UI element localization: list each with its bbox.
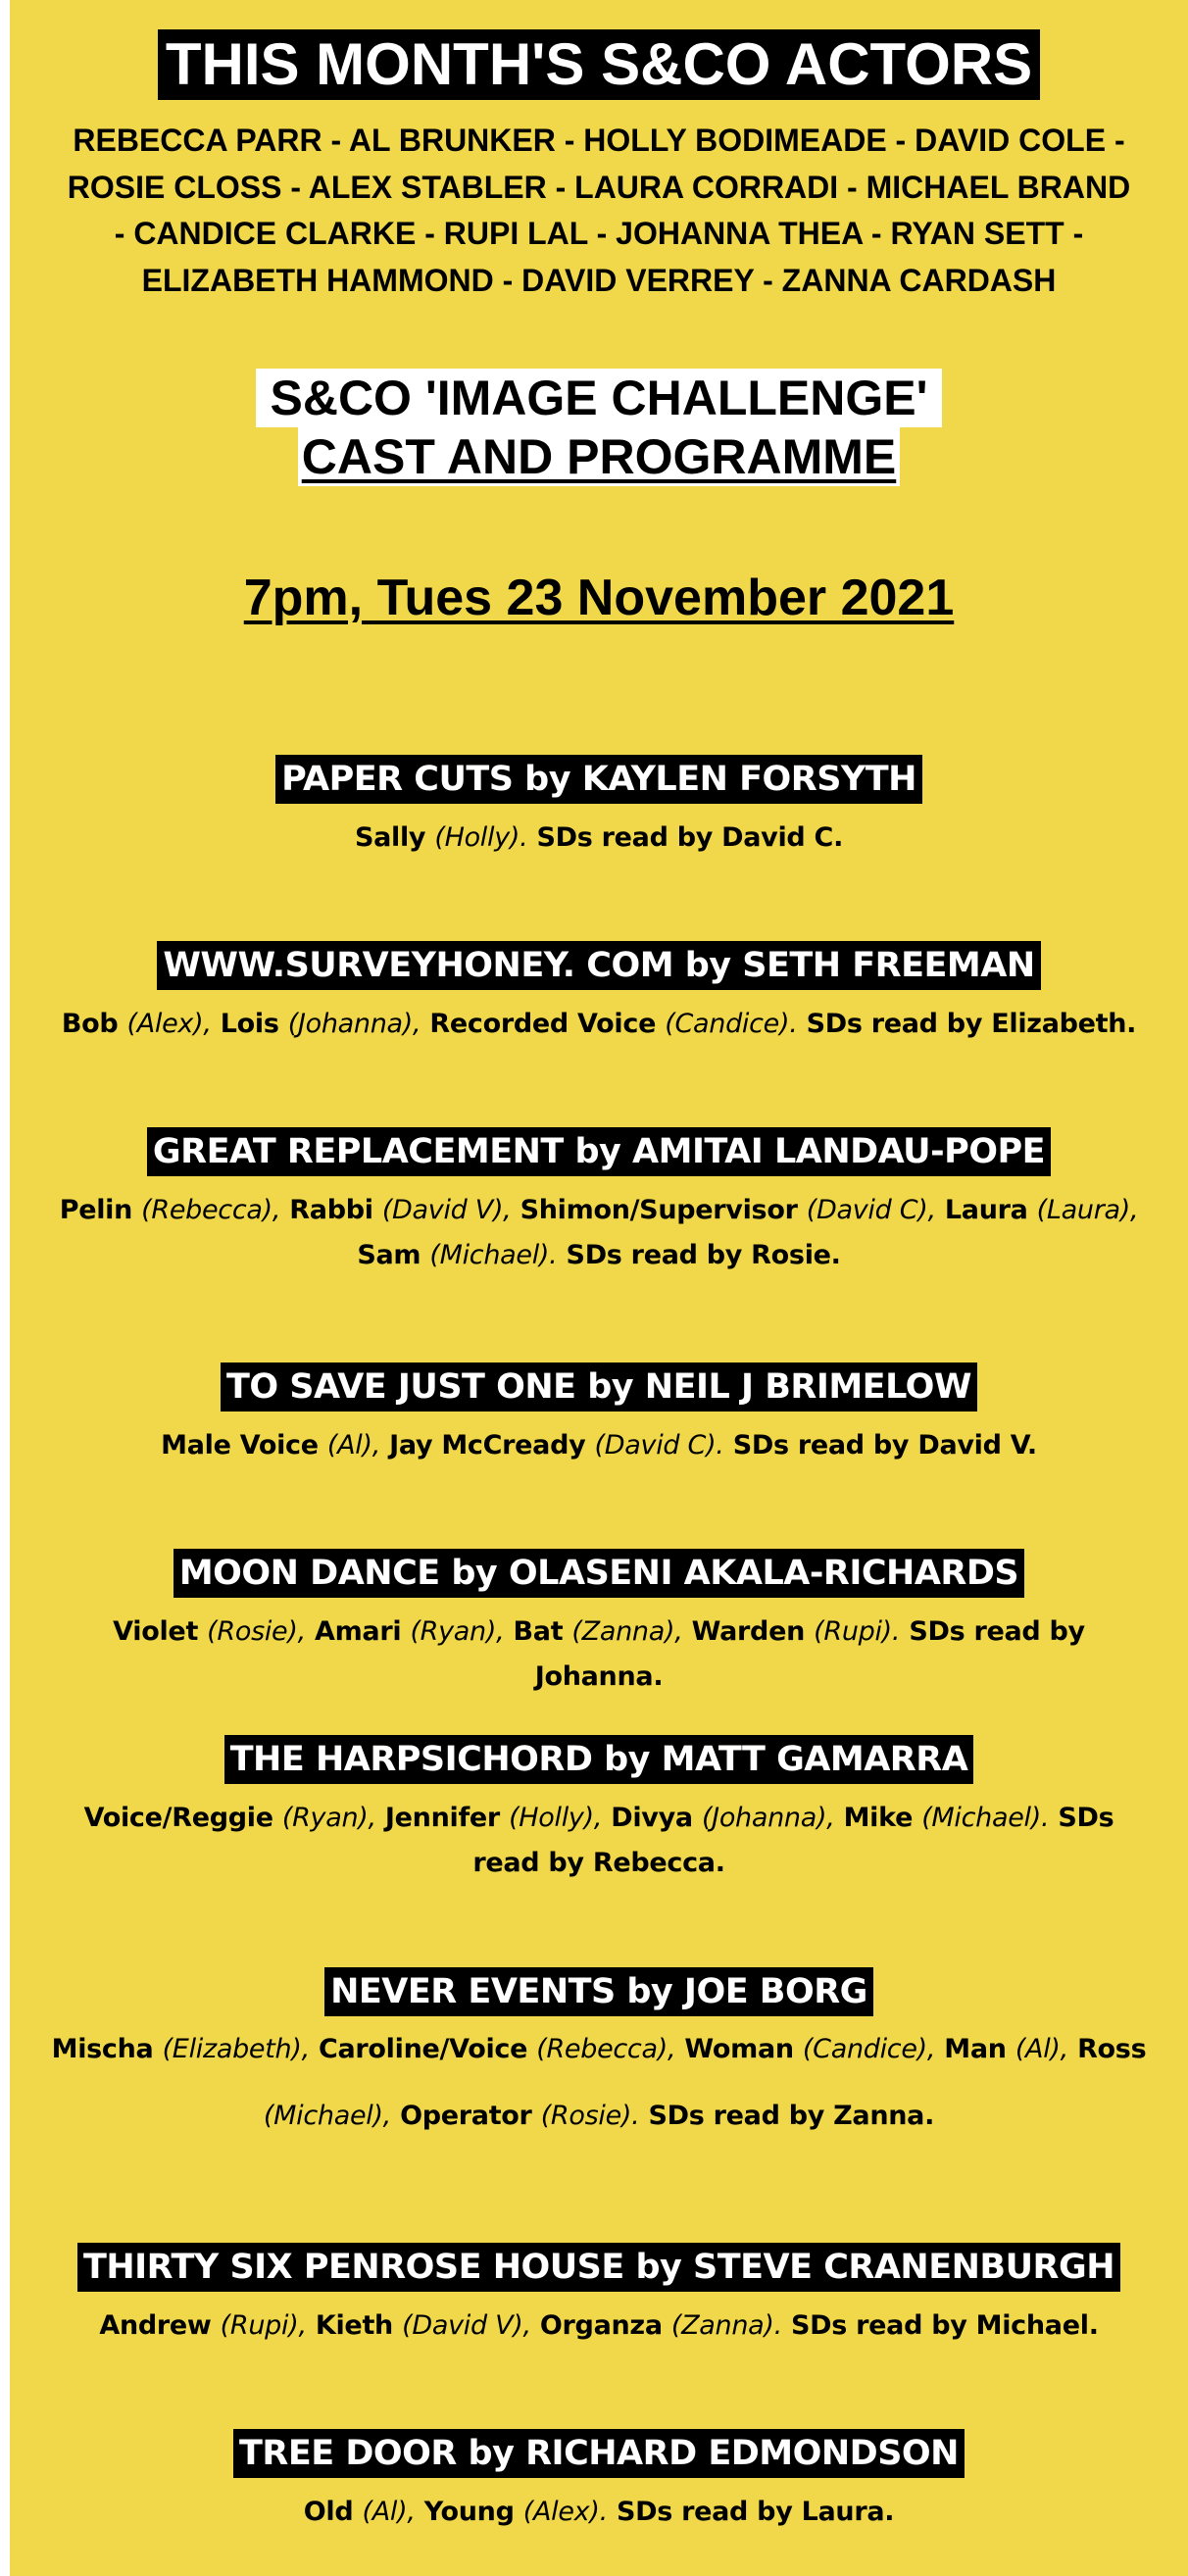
cast-programme-title: CAST AND PROGRAMME — [298, 427, 900, 486]
play-block — [49, 1127, 1149, 1278]
role-name: Woman — [684, 2034, 794, 2064]
role-name: Pelin — [59, 1195, 133, 1225]
actor-name: (Al), — [326, 1430, 381, 1461]
cast-line — [49, 1796, 1149, 1886]
role-name: Man — [944, 2034, 1007, 2064]
actor-name: (Zanna). — [670, 2310, 782, 2341]
role-name: Kieth — [315, 2310, 393, 2341]
event-date: 7pm, Tues 23 November 2021 — [243, 570, 955, 626]
play-title: MOON DANCE by OLASENI AKALA-RICHARDS — [173, 1549, 1024, 1598]
actor-name: (Johanna), — [701, 1803, 835, 1833]
play-title: THIRTY SIX PENROSE HOUSE by STEVE CRANENBURGH — [77, 2243, 1120, 2292]
play-title: TO SAVE JUST ONE by NEIL J BRIMELOW — [221, 1362, 977, 1412]
role-name: Young — [423, 2497, 515, 2527]
actor-name: (David C), — [806, 1195, 936, 1225]
role-name: Operator — [400, 2101, 532, 2131]
role-name: Divya — [611, 1803, 693, 1833]
role-name: Sally — [354, 822, 426, 853]
role-name: Andrew — [99, 2310, 212, 2341]
cast-line — [49, 1188, 1149, 1278]
actors-heading-wrap — [10, 29, 1188, 100]
actor-name: (Ryan), — [281, 1803, 376, 1833]
actor-name: (Laura), — [1036, 1195, 1139, 1225]
actor-name: (Johanna), — [287, 1009, 421, 1039]
role-name: Amari — [315, 1616, 402, 1647]
actor-name: (Alex), — [126, 1009, 212, 1039]
role-name: Organza — [539, 2310, 663, 2341]
play-title: THE HARPSICHORD by MATT GAMARRA — [224, 1735, 974, 1784]
role-name: Sam — [357, 1240, 421, 1270]
sds-reader: SDs read by Rebecca. — [472, 1803, 1114, 1878]
actor-name: (David V), — [402, 2310, 531, 2341]
actors-line: ROSIE CLOSS - ALEX STABLER - LAURA CORRADI - MICHAEL BRAND — [67, 169, 1131, 205]
actor-name: (Elizabeth), — [162, 2034, 310, 2064]
programme-page — [10, 0, 1188, 2576]
challenge-title: S&CO 'IMAGE CHALLENGE' — [256, 369, 941, 427]
actors-line: ELIZABETH HAMMOND - DAVID VERREY - ZANNA CARDASH — [141, 262, 1057, 298]
actor-name: (Rebecca), — [141, 1195, 281, 1225]
play-title: PAPER CUTS by KAYLEN FORSYTH — [275, 755, 922, 804]
actor-name: (Rupi), — [220, 2310, 307, 2341]
cast-line — [49, 2490, 1149, 2535]
play-block — [49, 1967, 1149, 2150]
role-name: Laura — [944, 1195, 1028, 1225]
actors-line: REBECCA PARR - AL BRUNKER - HOLLY BODIMEADE - DAVID COLE - — [73, 123, 1125, 158]
cast-line — [49, 1610, 1149, 1700]
actor-name: (Michael). — [921, 1803, 1050, 1833]
actors-line: - CANDICE CLARKE - RUPI LAL - JOHANNA THEA - RYAN SETT - — [114, 216, 1084, 251]
role-name: Recorded Voice — [429, 1009, 657, 1039]
role-name: Jay McCready — [389, 1430, 586, 1461]
actor-name: (Candice). — [665, 1009, 798, 1039]
play-title: GREAT REPLACEMENT by AMITAI LANDAU-POPE — [147, 1127, 1051, 1176]
play-block — [49, 1549, 1149, 1700]
sds-reader: SDs read by Zanna. — [648, 2101, 935, 2131]
sds-reader: SDs read by Michael. — [791, 2310, 1099, 2341]
role-name: Warden — [691, 1616, 806, 1647]
play-block — [49, 755, 1149, 861]
sds-reader: SDs read by David C. — [536, 822, 844, 853]
play-block — [49, 2429, 1149, 2535]
actor-name: (Michael). — [429, 1240, 558, 1270]
role-name: Mischa — [51, 2034, 154, 2064]
actor-name: (Holly). — [434, 822, 528, 853]
actor-name: (Al), — [1015, 2034, 1068, 2064]
sds-reader: SDs read by David V. — [732, 1430, 1037, 1461]
cast-line — [49, 1002, 1149, 1047]
role-name: Bob — [61, 1009, 119, 1039]
actor-name: (Michael), — [263, 2101, 391, 2131]
actor-name: (Ryan), — [410, 1616, 505, 1647]
actor-name: (David V), — [381, 1195, 512, 1225]
role-name: Voice/Reggie — [83, 1803, 273, 1833]
role-name: Old — [303, 2497, 354, 2527]
actors-list — [49, 118, 1149, 304]
actor-name: (Rupi). — [814, 1616, 901, 1647]
actor-name: (Rebecca), — [536, 2034, 676, 2064]
sds-reader: SDs read by Johanna. — [534, 1616, 1085, 1692]
cast-line — [49, 2304, 1149, 2349]
play-block — [49, 1362, 1149, 1468]
role-name: Male Voice — [161, 1430, 319, 1461]
role-name: Shimon/Supervisor — [520, 1195, 798, 1225]
actor-name: (Alex). — [522, 2497, 608, 2527]
role-name: Violet — [113, 1616, 199, 1647]
sds-reader: SDs read by Elizabeth. — [806, 1009, 1137, 1039]
actor-name: (Rosie), — [207, 1616, 306, 1647]
play-title: NEVER EVENTS by JOE BORG — [324, 1967, 873, 2016]
play-block — [49, 1735, 1149, 1886]
role-name: Mike — [843, 1803, 914, 1833]
play-block — [49, 941, 1149, 1047]
role-name: Bat — [513, 1616, 564, 1647]
play-block — [49, 2243, 1149, 2349]
role-name: Caroline/Voice — [318, 2034, 528, 2064]
sds-reader: SDs read by Rosie. — [566, 1240, 841, 1270]
actor-name: (Zanna), — [571, 1616, 683, 1647]
actors-heading: THIS MONTH'S S&CO ACTORS — [158, 29, 1040, 100]
actor-name: (David C). — [594, 1430, 724, 1461]
role-name: Rabbi — [289, 1195, 373, 1225]
role-name: Lois — [220, 1009, 279, 1039]
role-name: Jennifer — [384, 1803, 500, 1833]
challenge-heading — [10, 369, 1188, 486]
actor-name: (Candice), — [802, 2034, 936, 2064]
cast-line — [49, 2016, 1149, 2150]
actor-name: (Rosie). — [540, 2101, 640, 2131]
sds-reader: SDs read by Laura. — [616, 2497, 895, 2527]
role-name: Ross — [1077, 2034, 1147, 2064]
actor-name: (Al), — [362, 2497, 416, 2527]
play-title: WWW.SURVEYHONEY. COM by SETH FREEMAN — [157, 941, 1040, 990]
actor-name: (Holly), — [509, 1803, 603, 1833]
cast-line — [49, 816, 1149, 861]
cast-line — [49, 1423, 1149, 1468]
play-title: TREE DOOR by RICHARD EDMONDSON — [233, 2429, 965, 2478]
